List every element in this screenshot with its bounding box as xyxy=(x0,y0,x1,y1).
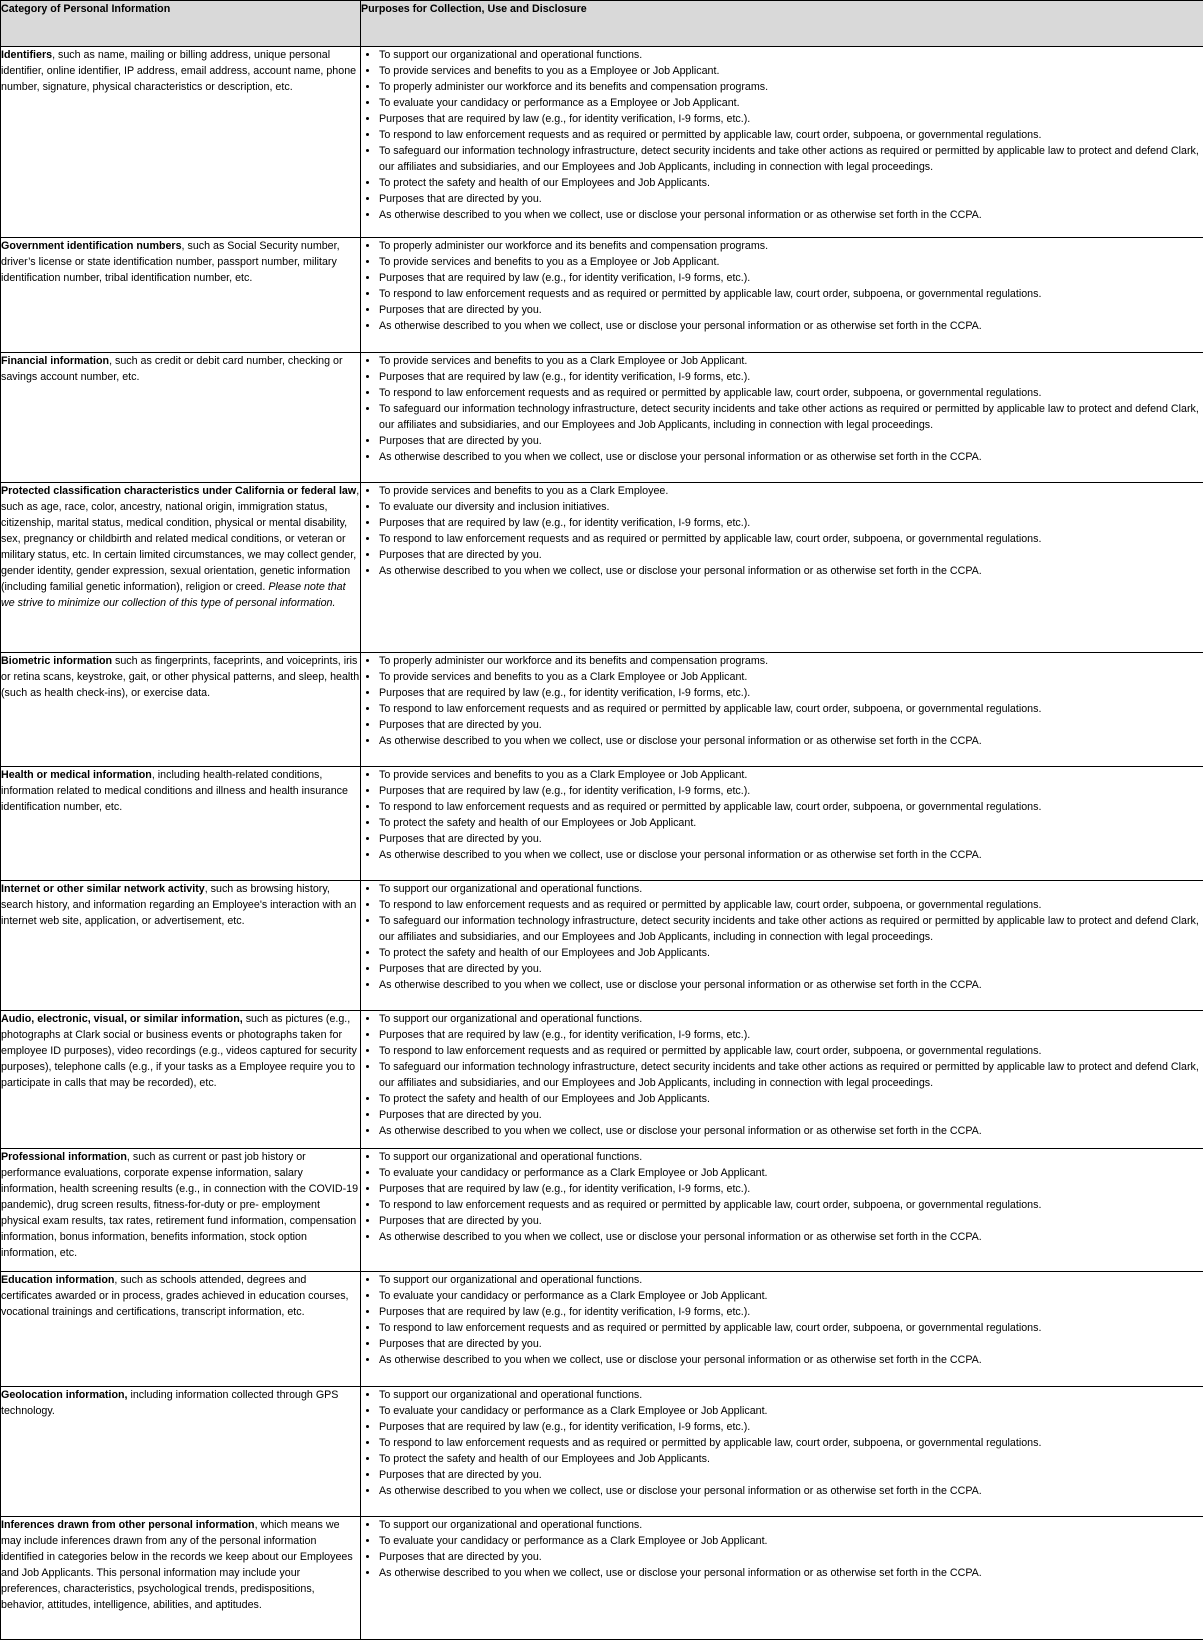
purposes-list xyxy=(361,1387,1203,1499)
purpose-item: • To protect the safety and health of our Employees and Job Applicants. xyxy=(379,945,1203,961)
purposes-list xyxy=(361,881,1203,993)
purposes-cell xyxy=(361,881,1203,1011)
purpose-item: • To respond to law enforcement requests and as required or permitted by applicable law, court order, subpoena, or governmental regulations. xyxy=(379,897,1203,913)
table-row xyxy=(1,1387,1203,1517)
purpose-item: • To respond to law enforcement requests and as required or permitted by applicable law, court order, subpoena, or governmental regulations. xyxy=(379,1043,1203,1059)
purpose-item: • As otherwise described to you when we collect, use or disclose your personal information or as otherwise set forth in the CCPA. xyxy=(379,1483,1203,1499)
table-row xyxy=(1,47,1203,238)
category-description: , such as credit or debit card number, checking or savings account number, etc. xyxy=(1,355,343,383)
purpose-item: • To support our organizational and operational functions. xyxy=(379,47,1203,63)
table-row xyxy=(1,1272,1203,1387)
category-cell xyxy=(1,47,361,238)
category-description: including information collected through GPS technology. xyxy=(1,1389,339,1417)
purposes-cell xyxy=(361,1149,1203,1272)
category-name: Health or medical information xyxy=(1,769,152,781)
purpose-item: • Purposes that are required by law (e.g., for identity verification, I-9 forms, etc.). xyxy=(379,270,1203,286)
purpose-item: • To provide services and benefits to you as a Clark Employee or Job Applicant. xyxy=(379,669,1203,685)
purpose-item: • Purposes that are required by law (e.g., for identity verification, I-9 forms, etc.). xyxy=(379,685,1203,701)
purpose-item: • To respond to law enforcement requests and as required or permitted by applicable law, court order, subpoena, or governmental regulations. xyxy=(379,286,1203,302)
purposes-list xyxy=(361,483,1203,579)
category-name: Biometric information xyxy=(1,655,113,667)
purpose-item: • Purposes that are required by law (e.g., for identity verification, I-9 forms, etc.). xyxy=(379,369,1203,385)
purposes-list xyxy=(361,47,1203,223)
purpose-item: • As otherwise described to you when we collect, use or disclose your personal information or as otherwise set forth in the CCPA. xyxy=(379,449,1203,465)
purpose-item: • Purposes that are required by law (e.g., for identity verification, I-9 forms, etc.). xyxy=(379,1027,1203,1043)
purpose-item: • To protect the safety and health of our Employees or Job Applicant. xyxy=(379,815,1203,831)
purpose-item: • Purposes that are directed by you. xyxy=(379,1549,1203,1565)
purposes-cell xyxy=(361,767,1203,881)
category-description: , such as schools attended, degrees and certificates awarded or in process, grades achieved in education courses, vocational trainings and certifications, transcript information, etc. xyxy=(1,1274,349,1318)
purpose-item: • As otherwise described to you when we collect, use or disclose your personal information or as otherwise set forth in the CCPA. xyxy=(379,847,1203,863)
table-row xyxy=(1,881,1203,1011)
purpose-item: • To safeguard our information technology infrastructure, detect security incidents and take other actions as required or permitted by applicable law to protect and defend Clark, our affiliates and subsidiaries, and our Employees and Job Applicants, including in connection with legal proceedings. xyxy=(379,1059,1203,1091)
purpose-item: • As otherwise described to you when we collect, use or disclose your personal information or as otherwise set forth in the CCPA. xyxy=(379,563,1203,579)
category-name: Education information xyxy=(1,1274,115,1286)
category-cell xyxy=(1,238,361,353)
category-cell xyxy=(1,353,361,483)
purpose-item: • As otherwise described to you when we collect, use or disclose your personal information or as otherwise set forth in the CCPA. xyxy=(379,1352,1203,1368)
purpose-item: • Purposes that are directed by you. xyxy=(379,433,1203,449)
table-row xyxy=(1,653,1203,767)
purpose-item: • To respond to law enforcement requests and as required or permitted by applicable law, court order, subpoena, or governmental regulations. xyxy=(379,1435,1203,1451)
purpose-item: • To properly administer our workforce and its benefits and compensation programs. xyxy=(379,238,1203,254)
header-purposes: Purposes for Collection, Use and Disclosure xyxy=(361,1,1203,47)
purpose-item: • Purposes that are required by law (e.g., for identity verification, I-9 forms, etc.). xyxy=(379,1181,1203,1197)
table-row xyxy=(1,238,1203,353)
purposes-list xyxy=(361,653,1203,749)
purpose-item: • To evaluate your candidacy or performance as a Clark Employee or Job Applicant. xyxy=(379,1403,1203,1419)
purpose-item: • Purposes that are required by law (e.g., for identity verification, I-9 forms, etc.). xyxy=(379,783,1203,799)
purpose-item: • To respond to law enforcement requests and as required or permitted by applicable law, court order, subpoena, or governmental regulations. xyxy=(379,799,1203,815)
purpose-item: • As otherwise described to you when we collect, use or disclose your personal information or as otherwise set forth in the CCPA. xyxy=(379,1123,1203,1139)
purpose-item: • Purposes that are directed by you. xyxy=(379,1107,1203,1123)
purpose-item: • As otherwise described to you when we collect, use or disclose your personal information or as otherwise set forth in the CCPA. xyxy=(379,733,1203,749)
purpose-item: • To evaluate your candidacy or performance as a Employee or Job Applicant. xyxy=(379,95,1203,111)
purpose-item: • To respond to law enforcement requests and as required or permitted by applicable law, court order, subpoena, or governmental regulations. xyxy=(379,531,1203,547)
purpose-item: • To protect the safety and health of our Employees and Job Applicants. xyxy=(379,1091,1203,1107)
category-cell xyxy=(1,1011,361,1149)
purpose-item: • To evaluate your candidacy or performance as a Clark Employee or Job Applicant. xyxy=(379,1165,1203,1181)
purpose-item: • Purposes that are directed by you. xyxy=(379,961,1203,977)
table-row xyxy=(1,1011,1203,1149)
table-body xyxy=(1,47,1203,1640)
category-cell xyxy=(1,1272,361,1387)
header-category: Category of Personal Information xyxy=(1,1,361,47)
category-cell xyxy=(1,483,361,653)
purposes-cell xyxy=(361,47,1203,238)
category-cell xyxy=(1,653,361,767)
purpose-item: • To provide services and benefits to you as a Clark Employee or Job Applicant. xyxy=(379,767,1203,783)
purpose-item: • To properly administer our workforce and its benefits and compensation programs. xyxy=(379,653,1203,669)
category-cell xyxy=(1,767,361,881)
category-description: , such as age, race, color, ancestry, national origin, immigration status, citizenship, marital status, medical condition, physical or mental disability, sex, pregnancy or childbirth and related medical conditions, or veteran or military status, etc. In certain limited circumstances, we may collect gender, gender identity, gender expression, sexual orientation, genetic information (including familial genetic information), religion or creed. xyxy=(1,485,360,593)
purposes-cell xyxy=(361,1272,1203,1387)
purpose-item: • Purposes that are directed by you. xyxy=(379,191,1203,207)
purpose-item: • To respond to law enforcement requests and as required or permitted by applicable law, court order, subpoena, or governmental regulations. xyxy=(379,127,1203,143)
purposes-list xyxy=(361,1149,1203,1245)
purpose-item: • To safeguard our information technology infrastructure, detect security incidents and take other actions as required or permitted by applicable law to protect and defend Clark, our affiliates and subsidiaries, and our Employees and Job Applicants, including in connection with legal proceedings. xyxy=(379,401,1203,433)
category-description: such as fingerprints, faceprints, and voiceprints, iris or retina scans, keystroke, gait, or other physical patterns, and sleep, health (such as health check-ins), or exercise data. xyxy=(1,655,360,699)
purpose-item: • To support our organizational and operational functions. xyxy=(379,1272,1203,1288)
purposes-cell xyxy=(361,1387,1203,1517)
purpose-item: • To provide services and benefits to you as a Employee or Job Applicant. xyxy=(379,254,1203,270)
purpose-item: • To properly administer our workforce and its benefits and compensation programs. xyxy=(379,79,1203,95)
purpose-item: • To support our organizational and operational functions. xyxy=(379,1149,1203,1165)
purpose-item: • Purposes that are directed by you. xyxy=(379,1336,1203,1352)
purposes-cell xyxy=(361,1011,1203,1149)
purposes-list xyxy=(361,1011,1203,1139)
category-name: Audio, electronic, visual, or similar information, xyxy=(1,1013,243,1025)
category-cell xyxy=(1,1387,361,1517)
purposes-cell xyxy=(361,1517,1203,1640)
category-note: Please note that we strive to minimize our collection of this type of personal information. xyxy=(1,581,346,609)
header-row xyxy=(1,1,1203,47)
purpose-item: • To evaluate your candidacy or performance as a Clark Employee or Job Applicant. xyxy=(379,1533,1203,1549)
purpose-item: • To evaluate our diversity and inclusion initiatives. xyxy=(379,499,1203,515)
category-name: Financial information xyxy=(1,355,110,367)
purpose-item: • As otherwise described to you when we collect, use or disclose your personal information or as otherwise set forth in the CCPA. xyxy=(379,207,1203,223)
category-name: Inferences drawn from other personal information xyxy=(1,1519,255,1531)
purpose-item: • Purposes that are required by law (e.g., for identity verification, I-9 forms, etc.). xyxy=(379,1419,1203,1435)
table-row xyxy=(1,1149,1203,1272)
category-description: , such as current or past job history or performance evaluations, corporate expense information, salary information, health screening results (e.g., in connection with the COVID-19 pandemic), drug screen results, fitness-for-duty or pre- employment physical exam results, tax rates, retirement fund information, compensation information, bonus information, benefits information, stock option information, etc. xyxy=(1,1151,359,1259)
category-description: , including health-related conditions, information related to medical conditions and illness and health insurance identification number, etc. xyxy=(1,769,348,813)
purpose-item: • To support our organizational and operational functions. xyxy=(379,881,1203,897)
category-description: , such as Social Security number, driver’s license or state identification number, passport number, military identification number, tribal identification number, etc. xyxy=(1,240,340,284)
category-description: , which means we may include inferences drawn from any of the personal information identified in categories below in the records we keep about our Employees and Job Applicants. This personal information may include your preferences, characteristics, psychological trends, predispositions, behavior, attitudes, intelligence, abilities, and aptitudes. xyxy=(1,1519,353,1611)
purpose-item: • To provide services and benefits to you as a Clark Employee. xyxy=(379,483,1203,499)
purpose-item: • Purposes that are directed by you. xyxy=(379,302,1203,318)
purpose-item: • To respond to law enforcement requests and as required or permitted by applicable law, court order, subpoena, or governmental regulations. xyxy=(379,385,1203,401)
purposes-list xyxy=(361,767,1203,863)
category-cell xyxy=(1,881,361,1011)
purpose-item: • To provide services and benefits to you as a Clark Employee or Job Applicant. xyxy=(379,353,1203,369)
category-name: Geolocation information, xyxy=(1,1389,128,1401)
purpose-item: • Purposes that are required by law (e.g., for identity verification, I-9 forms, etc.). xyxy=(379,111,1203,127)
purpose-item: • To evaluate your candidacy or performance as a Clark Employee or Job Applicant. xyxy=(379,1288,1203,1304)
category-name: Internet or other similar network activity xyxy=(1,883,205,895)
purpose-item: • Purposes that are required by law (e.g., for identity verification, I-9 forms, etc.). xyxy=(379,1304,1203,1320)
category-cell xyxy=(1,1149,361,1272)
purpose-item: • To safeguard our information technology infrastructure, detect security incidents and take other actions as required or permitted by applicable law to protect and defend Clark, our affiliates and subsidiaries, and our Employees and Job Applicants, including in connection with legal proceedings. xyxy=(379,143,1203,175)
purposes-list xyxy=(361,1272,1203,1368)
purpose-item: • Purposes that are directed by you. xyxy=(379,547,1203,563)
purposes-cell xyxy=(361,238,1203,353)
purpose-item: • As otherwise described to you when we collect, use or disclose your personal information or as otherwise set forth in the CCPA. xyxy=(379,977,1203,993)
purposes-list xyxy=(361,238,1203,334)
purpose-item: • To respond to law enforcement requests and as required or permitted by applicable law, court order, subpoena, or governmental regulations. xyxy=(379,1320,1203,1336)
purposes-cell xyxy=(361,483,1203,653)
purpose-item: • Purposes that are directed by you. xyxy=(379,1467,1203,1483)
purposes-list xyxy=(361,1517,1203,1581)
table-row xyxy=(1,353,1203,483)
category-name: Protected classification characteristics under California or federal law xyxy=(1,485,357,497)
purpose-item: • To respond to law enforcement requests and as required or permitted by applicable law, court order, subpoena, or governmental regulations. xyxy=(379,701,1203,717)
purpose-item: • To respond to law enforcement requests and as required or permitted by applicable law, court order, subpoena, or governmental regulations. xyxy=(379,1197,1203,1213)
table-row xyxy=(1,767,1203,881)
purpose-item: • To support our organizational and operational functions. xyxy=(379,1517,1203,1533)
category-name: Government identification numbers xyxy=(1,240,182,252)
purposes-cell xyxy=(361,353,1203,483)
category-name: Identifiers xyxy=(1,49,53,61)
purpose-item: • To protect the safety and health of our Employees and Job Applicants. xyxy=(379,175,1203,191)
purpose-item: • As otherwise described to you when we collect, use or disclose your personal information or as otherwise set forth in the CCPA. xyxy=(379,1229,1203,1245)
category-description: , such as name, mailing or billing address, unique personal identifier, online identifier, IP address, email address, account name, phone number, signature, physical characteristics or description, etc. xyxy=(1,49,357,93)
purpose-item: • To provide services and benefits to you as a Employee or Job Applicant. xyxy=(379,63,1203,79)
purpose-item: • As otherwise described to you when we collect, use or disclose your personal information or as otherwise set forth in the CCPA. xyxy=(379,1565,1203,1581)
category-cell xyxy=(1,1517,361,1640)
category-description: , such as browsing history, search history, and information regarding an Employee's interaction with an internet web site, application, or advertisement, etc. xyxy=(1,883,357,927)
purpose-item: • As otherwise described to you when we collect, use or disclose your personal information or as otherwise set forth in the CCPA. xyxy=(379,318,1203,334)
category-description: such as pictures (e.g., photographs at Clark social or business events or photographs taken for employee ID purposes), video recordings (e.g., videos captured for security purposes), telephone calls (e.g., if your tasks as a Employee require you to participate in calls that may be recorded), etc. xyxy=(1,1013,357,1089)
purpose-item: • Purposes that are directed by you. xyxy=(379,831,1203,847)
purpose-item: • Purposes that are directed by you. xyxy=(379,717,1203,733)
purpose-item: • Purposes that are directed by you. xyxy=(379,1213,1203,1229)
purpose-item: • To protect the safety and health of our Employees and Job Applicants. xyxy=(379,1451,1203,1467)
purpose-item: • To support our organizational and operational functions. xyxy=(379,1387,1203,1403)
table-row xyxy=(1,1517,1203,1640)
purpose-item: • Purposes that are required by law (e.g., for identity verification, I-9 forms, etc.). xyxy=(379,515,1203,531)
category-name: Professional information xyxy=(1,1151,127,1163)
purpose-item: • To safeguard our information technology infrastructure, detect security incidents and take other actions as required or permitted by applicable law to protect and defend Clark, our affiliates and subsidiaries, and our Employees and Job Applicants, including in connection with legal proceedings. xyxy=(379,913,1203,945)
table-row xyxy=(1,483,1203,653)
purposes-list xyxy=(361,353,1203,465)
purpose-item: • To support our organizational and operational functions. xyxy=(379,1011,1203,1027)
purposes-cell xyxy=(361,653,1203,767)
